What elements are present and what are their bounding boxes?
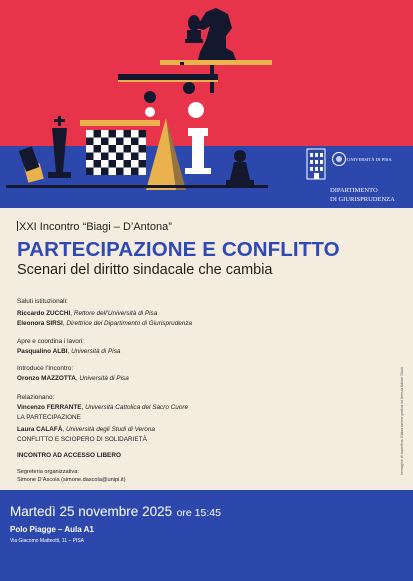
department-name-line2: DI GIURISPRUDENZA — [330, 196, 395, 203]
intro-speaker: Oronzo MAZZOTTA, Università di Pisa — [17, 375, 129, 382]
chess-illustration — [0, 0, 413, 208]
department-name-line1: DIPARTIMENTO — [330, 187, 378, 194]
event-edition: XXI Incontro “Biagi – D’Antona” — [19, 221, 172, 233]
talk-topic: CONFLITTO E SCIOPERO DI SOLIDARIETÀ — [17, 436, 147, 443]
free-access-note: INCONTRO AD ACCESSO LIBERO — [17, 452, 121, 459]
chair-label: Apre e coordina i lavori: — [17, 338, 85, 345]
talk-topic: LA PARTECIPAZIONE — [17, 414, 81, 421]
event-title: PARTECIPAZIONE E CONFLITTO — [17, 238, 340, 261]
university-seal-icon — [332, 152, 346, 166]
event-footer — [0, 490, 413, 581]
image-credit: Immagine di copertina: Elaborazione grafica su licenza Adobe Stock — [400, 366, 404, 475]
secretariat-contact[interactable]: Simone D’Ascola (simone.dascola@unipi.it) — [17, 477, 126, 483]
department-building-icon — [306, 148, 326, 180]
intro-label: Introduce l’Incontro: — [17, 365, 74, 372]
event-date — [10, 503, 221, 521]
greeting-speaker: Riccardo ZUCCHI, Rettore dell’Università di Pisa — [17, 310, 158, 317]
chess-balance-artwork — [0, 0, 413, 208]
chair-speaker: Pasqualino ALBI, Università di Pisa — [17, 348, 121, 355]
talks-label: Relazionano: — [17, 394, 55, 401]
talk-speaker: Vincenzo FERRANTE, Università Cattolica del Sacro Cuore — [17, 404, 189, 411]
greeting-speaker: Eleonora SIRSI, Direttrice del Dipartimento di Giurisprudenza — [17, 320, 193, 327]
university-name: UNIVERSITÀ DI PISA — [347, 157, 392, 162]
event-venue: Polo Piagge – Aula A1 — [10, 525, 94, 534]
event-address: Via Giacomo Matteotti, 11 – PISA — [10, 538, 85, 544]
event-subtitle: Scenari del diritto sindacale che cambia — [17, 262, 273, 278]
greetings-label: Saluti istituzionali: — [17, 298, 68, 305]
event-time: ore 15:45 — [176, 507, 221, 519]
event-date-day: Martedì 25 novembre 2025 — [10, 504, 173, 519]
talk-speaker: Laura CALAFÀ, Università degli Studi di Verona — [17, 426, 155, 433]
secretariat-label: Segreteria organizzativa: — [17, 469, 79, 475]
